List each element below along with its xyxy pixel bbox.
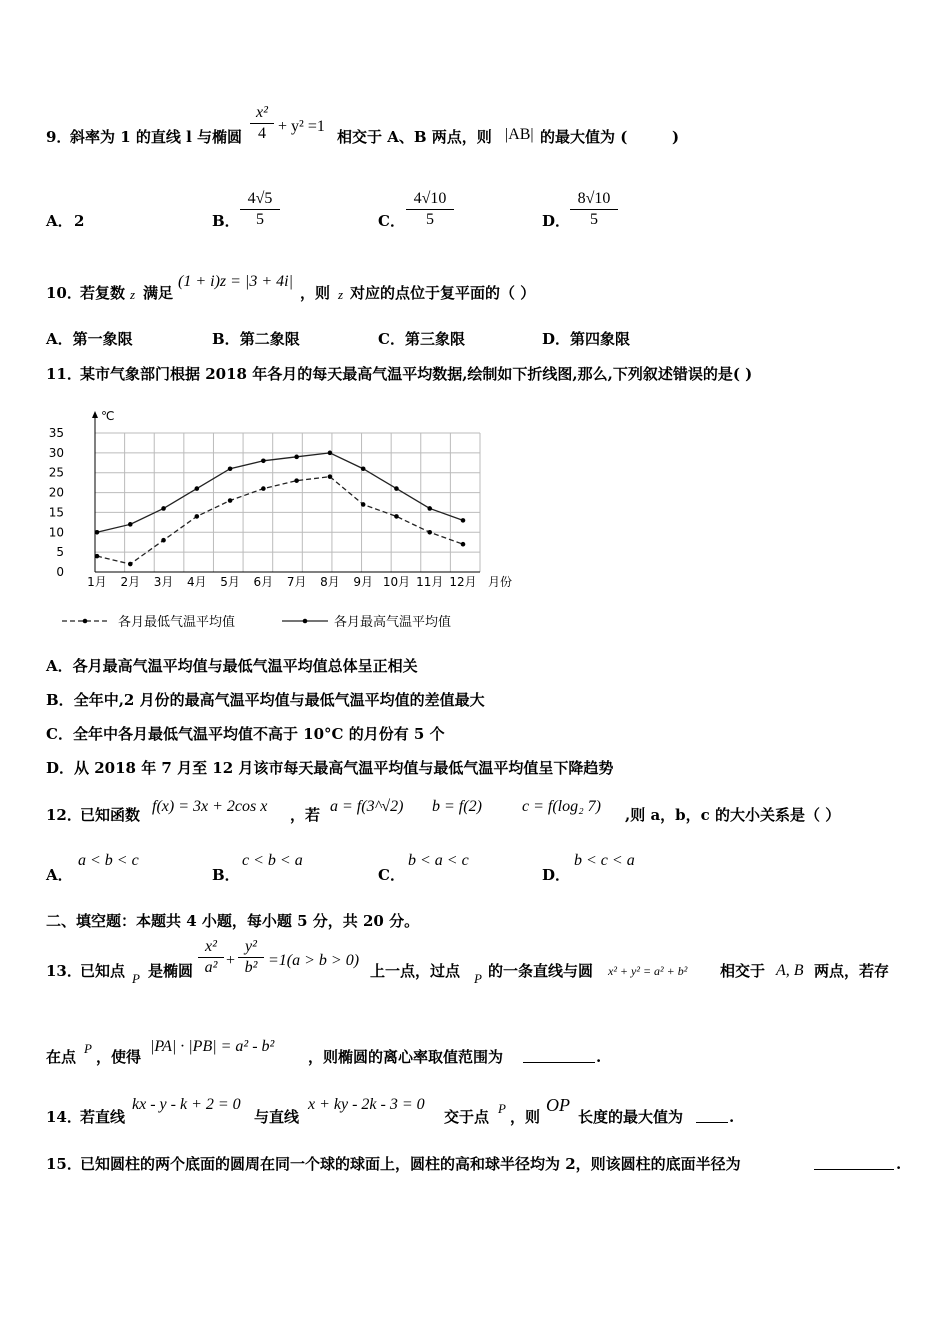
q11-option-a: A．各月最高气温平均值与最低气温平均值总体呈正相关 — [46, 657, 418, 675]
low-temp-point — [161, 538, 166, 543]
q10-z: z — [130, 287, 136, 302]
high-temp-point — [261, 459, 266, 464]
low-temp-point — [361, 502, 366, 507]
y-axis-arrow — [92, 411, 98, 418]
chart-legend — [62, 614, 451, 630]
high-temp-point — [294, 455, 299, 460]
q12-option-b-text: c < b < a — [242, 852, 303, 869]
chart-grid — [95, 433, 480, 572]
q12-option-a-text: a < b < c — [78, 852, 139, 869]
q10-option-c: C．第三象限 — [378, 330, 465, 348]
q13-line2-end: . — [596, 1048, 602, 1066]
high-temp-point — [394, 486, 399, 491]
low-temp-point — [261, 486, 266, 491]
q13-pa-pb: |PA| · |PB| = a² - b² — [150, 1038, 275, 1055]
q9-number: 9． — [46, 128, 72, 146]
legend-marker-high — [303, 619, 308, 624]
high-temp-point — [427, 506, 432, 511]
q13-number: 13． — [46, 962, 82, 980]
q13-plus: + — [226, 952, 236, 969]
chart-y-axis — [49, 409, 115, 579]
q11-option-c: C．全年中各月最低气温平均值不高于 10°C 的月份有 5 个 — [46, 725, 445, 743]
q12-text-2: ，若 — [290, 806, 321, 824]
q12-text-3: ,则 a，b，c 的大小关系是（ ） — [625, 806, 841, 824]
legend-label-low: 各月最低气温平均值 — [118, 615, 236, 630]
x-tick-label: 6月 — [253, 575, 274, 589]
chart-series — [95, 451, 466, 567]
y-tick-label: 0 — [56, 565, 64, 579]
x-tick-label: 11月 — [416, 575, 444, 589]
x-tick-label: 7月 — [286, 575, 307, 589]
q15-answer-blank[interactable] — [814, 1169, 894, 1170]
q10-formula: (1 + i)z = |3 + 4i| — [178, 273, 293, 290]
q14-op: OP — [546, 1095, 570, 1115]
q14-answer-blank[interactable] — [696, 1122, 728, 1123]
x-axis-title: 月份 — [487, 575, 513, 589]
high-temp-point — [161, 506, 166, 511]
low-temp-line — [97, 477, 463, 564]
q13-text-2: 是椭圆 — [148, 962, 194, 980]
q10-option-a: A．第一象限 — [46, 330, 133, 348]
q9-option-b-fraction: 4√5 5 — [240, 190, 280, 229]
q10-text-1: 若复数 — [80, 284, 126, 302]
q9-option-d-label: D． — [542, 212, 571, 230]
high-temp-point — [95, 530, 100, 535]
low-temp-point — [328, 474, 333, 479]
q10-text-3: ，则 — [300, 284, 331, 302]
q10-text-4: 对应的点位于复平面的（ ） — [350, 284, 536, 302]
x-tick-label: 10月 — [382, 575, 411, 589]
q13-circle: x² + y² = a² + b² — [608, 964, 688, 978]
q14-line-2: x + ky - 2k - 3 = 0 — [308, 1096, 425, 1113]
q12-option-c-text: b < a < c — [408, 852, 469, 869]
temperature-line-chart — [40, 400, 560, 640]
q15-end: . — [896, 1155, 902, 1173]
q14-text-4: ，则 — [510, 1108, 541, 1126]
q11-option-b: B．全年中,2 月份的最高气温平均值与最低气温平均值的差值最大 — [46, 691, 485, 709]
q9-text-1: 斜率为 1 的直线 l 与椭圆 — [70, 128, 243, 146]
q12-text-1: 已知函数 — [80, 806, 141, 824]
q14-number: 14． — [46, 1108, 82, 1126]
x-tick-label: 5月 — [220, 575, 240, 589]
q10-option-b: B．第二象限 — [212, 330, 300, 348]
y-axis-unit-label: ℃ — [101, 409, 115, 423]
q15-text: 已知圆柱的两个底面的圆周在同一个球的球面上，圆柱的高和球半径均为 2，则该圆柱的底面半径为 — [80, 1155, 741, 1173]
q13-text-3: 上一点，过点 — [370, 962, 461, 980]
q14-text-3: 交于点 — [444, 1108, 490, 1126]
q13-ab: A, B — [776, 962, 804, 979]
q9-text-2: 相交于 A、B 两点，则 — [337, 128, 492, 146]
q13-p: P — [132, 971, 140, 986]
q11-option-d: D．从 2018 年 7 月至 12 月该市每天最高气温平均值与最低气温平均值呈下降趋势 — [46, 759, 614, 777]
y-tick-label: 30 — [48, 445, 64, 460]
q13-text-6: 两点，若存 — [814, 962, 890, 980]
q9-option-a-value: 2 — [74, 212, 85, 230]
low-temp-point — [394, 514, 399, 519]
q10-text-2: 满足 — [143, 284, 174, 302]
chart-x-axis — [87, 572, 512, 589]
q13-answer-blank[interactable] — [523, 1062, 595, 1063]
x-tick-label: 2月 — [120, 575, 141, 589]
q13-p-2: P — [474, 971, 482, 986]
low-temp-point — [427, 530, 432, 535]
high-temp-point — [461, 518, 466, 523]
q14-end: . — [729, 1108, 735, 1126]
high-temp-point — [328, 451, 333, 456]
q9-ellipse-fraction: x² 4 — [250, 104, 274, 143]
high-temp-point — [361, 466, 366, 471]
section-2-heading: 二、填空题：本题共 4 小题，每小题 5 分，共 20 分。 — [46, 912, 420, 930]
q9-text-3: 的最大值为 ( — [540, 128, 628, 146]
q9-ellipse-rest: + y² =1 — [278, 118, 325, 135]
y-tick-label: 20 — [48, 485, 64, 500]
q12-option-c-label: C． — [378, 866, 405, 884]
x-tick-label: 3月 — [153, 575, 174, 589]
low-temp-point — [95, 554, 100, 559]
q13-text-5: 相交于 — [720, 962, 766, 980]
q13-condition: =1(a > b > 0) — [268, 952, 360, 969]
q10-option-d: D．第四象限 — [542, 330, 631, 348]
y-tick-label: 5 — [56, 545, 64, 560]
q11-text: 某市气象部门根据 2018 年各月的每天最高气温平均数据,绘制如下折线图,那么,下列叙述错误的是( ) — [80, 365, 753, 383]
q14-text-2: 与直线 — [254, 1108, 300, 1126]
low-temp-point — [228, 498, 233, 503]
q12-option-d-label: D． — [542, 866, 571, 884]
legend-marker-low — [83, 619, 88, 624]
q9-option-a-label: A． — [46, 212, 73, 230]
q13-line2-p: P — [84, 1041, 92, 1056]
q9-option-d-fraction: 8√10 5 — [570, 190, 618, 229]
low-temp-point — [195, 514, 200, 519]
x-tick-label: 9月 — [353, 575, 374, 589]
q13-fraction-x: x² a² — [198, 938, 224, 977]
q12-option-b-label: B． — [212, 866, 240, 884]
y-tick-label: 25 — [48, 465, 64, 480]
q11-number: 11． — [46, 365, 82, 383]
q12-number: 12． — [46, 806, 82, 824]
q13-line2-text-1: 在点 — [46, 1048, 77, 1066]
q10-number: 10． — [46, 284, 82, 302]
q9-abs-ab: |AB| — [505, 126, 534, 143]
x-tick-label: 4月 — [186, 575, 207, 589]
q12-function: f(x) = 3x + 2cos x — [152, 798, 268, 815]
q9-option-c-label: C． — [378, 212, 405, 230]
q13-line2-text-3: ，则椭圆的离心率取值范围为 — [308, 1048, 504, 1066]
q12-b-def: b = f(2) — [432, 798, 482, 815]
y-tick-label: 10 — [48, 525, 64, 540]
q12-option-a-label: A． — [46, 866, 73, 884]
q12-a-def: a = f(3^√2) — [330, 798, 404, 815]
q13-fraction-y: y² b² — [238, 938, 264, 977]
high-temp-point — [228, 466, 233, 471]
x-tick-label: 1月 — [87, 575, 107, 589]
q13-line2-text-2: ，使得 — [96, 1048, 142, 1066]
y-tick-label: 35 — [48, 426, 64, 440]
q12-option-d-text: b < c < a — [574, 852, 635, 869]
q13-text-1: 已知点 — [80, 962, 126, 980]
high-temp-point — [195, 486, 200, 491]
q14-text-1: 若直线 — [80, 1108, 126, 1126]
low-temp-point — [461, 542, 466, 547]
high-temp-point — [128, 522, 133, 527]
q15-number: 15． — [46, 1155, 82, 1173]
q14-text-5: 长度的最大值为 — [578, 1108, 684, 1126]
low-temp-point — [128, 562, 133, 567]
x-tick-label: 12月 — [449, 575, 477, 589]
q9-option-b-label: B． — [212, 212, 240, 230]
x-tick-label: 8月 — [320, 575, 340, 589]
q14-p: P — [498, 1101, 506, 1116]
q9-text-4: ) — [672, 128, 680, 146]
y-tick-label: 15 — [48, 505, 64, 520]
q10-z-2: z — [338, 287, 344, 302]
q9-option-c-fraction: 4√10 5 — [406, 190, 454, 229]
q13-text-4: 的一条直线与圆 — [488, 962, 594, 980]
legend-label-high: 各月最高气温平均值 — [334, 615, 452, 630]
q12-c-def: c = f(log₂ 7) — [522, 798, 602, 815]
q14-line-1: kx - y - k + 2 = 0 — [132, 1096, 241, 1113]
low-temp-point — [294, 478, 299, 483]
